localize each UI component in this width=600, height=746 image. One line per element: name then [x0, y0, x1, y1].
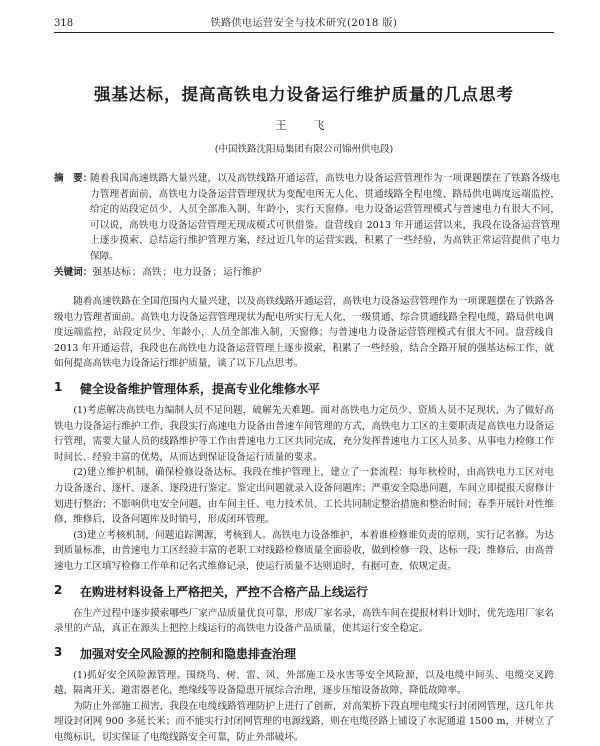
keyword-separator: ；: [212, 267, 223, 278]
section-heading: [54, 583, 554, 600]
body-paragraph: 为防止外部施工损害，我段在电缆线路管理防护上进行了创新，对高架桥下段直埋电缆实行封闭网管理，这几年共埋设封闭网 900 多延长米；而不能实行封闭网管理的电源线路，则在电缆径路上铺设了水泥通道 1500 m，并树立了电缆标识，切实保证了电缆线路安全可靠，防止外部破坏。: [54, 700, 554, 744]
body-paragraph: (1)考虑解决高铁电力编制人员不足问题，破解先天难题。面对高铁电力定员少、资质人员不足现状，为了做好高铁电力设备运行维护工作，我段实行高速电力设备由普速车间管理的方式，高铁电力工区的主要职责是高铁电力设备运行管理，需要大量人员的线路维护等工作由普速电力工区共同完成，充分发挥普速电力工区人员多、从事电力检修工作时间长、经验丰富的优势，从而达到保证设备运行质量的要求。: [54, 404, 554, 463]
author: 王 飞: [275, 119, 333, 132]
section-number: 2: [54, 582, 63, 597]
body-paragraph: (1)抓好安全风险源管理。围绕鸟、树、雷、风、外部施工及水害等安全风险源，以及电缆中间头、电缆交叉跨越，隔离开关、避雷器老化，绝缘线等设备隐患开展综合治理，逐步压缩设备故障，降低故障率。: [54, 669, 554, 697]
abstract: [54, 171, 560, 264]
keyword: 运行维护: [223, 267, 262, 278]
page-number: 318: [54, 18, 74, 29]
keyword-separator: ；: [131, 267, 142, 278]
section-title: 在购进材料设备上严格把关，严控不合格产品上线运行: [80, 584, 369, 599]
keyword: 强基达标: [92, 267, 131, 278]
section-title: 加强对安全风险源的控制和隐患排查治理: [80, 646, 297, 661]
affiliation: (中国铁路沈阳局集团有限公司锦州供电段): [214, 144, 394, 155]
keyword: 电力设备: [173, 267, 212, 278]
section-title: 健全设备维护管理体系，提高专业化维修水平: [80, 381, 321, 396]
article-title: 强基达标，提高高铁电力设备运行维护质量的几点思考: [94, 85, 514, 104]
abstract-text: 随着我国高速铁路大量兴建，以及高铁线路开通运营，高铁电力设备运营管理作为一项课题摆在了铁路各级电力管理者面前，高铁电力设备运营管理现状为变配电所无人化、贯通线路全程电缆、路局供电调度远端监控，给定的站段定员少、人员全部准入制、年龄小，实行天窗修。电力设备运营管理模式与普速电力有很大不同，可以说，高铁电力设备运营管理无现成模式可供借鉴。盘营线自 2013 年开通运营以来，我段在设备运营管理上逐步摸索、总结运行维护管理方案，经过近几年的运营实践，积累了一些经验，为高铁正常运营提供了电力保障。: [90, 173, 560, 262]
running-head: [54, 14, 554, 33]
body-paragraph: (3)建立考核机制，问题追踪溯源，考核到人。高铁电力设备维护，本着谁检修谁负责的原则，实行记名修。为达到质量标准，由普速电力工区经验丰富的老职工对线路检修质量全面验收，做到检修一段、达标一段；维修后，由高普速电力工区填写检修工作单和记名式维修记录，使运行质量不达则追时，有据可查，依规定责。: [54, 529, 554, 572]
journal-title: 铁路供电运营安全与技术研究(2018 版): [210, 18, 398, 29]
section-number: 1: [54, 379, 63, 394]
keyword-separator: ；: [162, 267, 173, 278]
keywords: [54, 265, 554, 280]
section-heading: [54, 380, 554, 397]
keywords-label: 关键词：: [54, 267, 93, 278]
body-paragraph: (2)建立维护机制，确保检修设备达标。我段在维护管理上，建立了一套流程：每年秋检时，由高铁电力工区对电力设备逐台、逐杆、逐条、逐段进行鉴定。鉴定出问题就录入设备问题库；严重安全隐患问题，车间立即提报天窗修计划进行整治；不影响供电安全问题，由车间主任、电力技术员、工长共同制定整治措施和整治时间；春季开展针对性维修，维修后，设备问题库及时销号，形成闭环管理。: [54, 467, 554, 526]
keyword: 高铁: [142, 267, 162, 278]
section-number: 3: [54, 644, 63, 659]
section-heading: [54, 645, 554, 662]
intro-paragraph: 随着高速铁路在全国范围内大量兴建，以及高铁线路开通运营，高铁电力设备运营管理作为一项课题摆在了铁路各级电力管理者面前。高铁电力设备运营管理现状为配电所实行无人化，一级贯通、综合贯通线路全程电缆，路局供电调度远端监控，站段定员少、年龄小，人员全部准入制，天窗修；与普速电力设备运营管理模式有很大不同。盘营线自 2013 年开通运营，我段也在高铁电力设备运营管理上逐步摸索，积累了一些经验，结合全路开展的强基达标工作，就如何提高高铁电力设备运行维护质量，谈了以下几点思考。: [54, 296, 554, 370]
body-paragraph: 在生产过程中逐步摸索哪些厂家产品质量优良可靠，形成厂家名录，高铁车间在提报材料计划时，优先选用厂家名录里的产品，真正在源头上把控上线运行的高铁电力设备产品质量，使其运行安全稳定。: [54, 607, 554, 635]
abstract-label: 摘 要：: [54, 173, 93, 184]
